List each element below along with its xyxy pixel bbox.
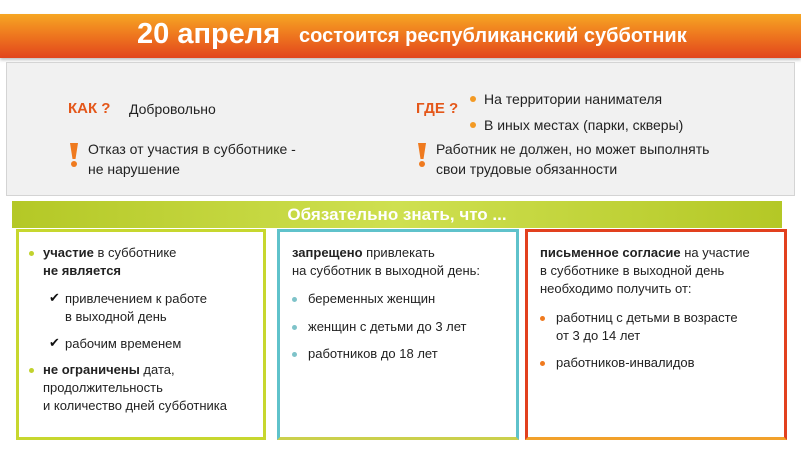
where-question: ГДЕ ?	[416, 100, 459, 117]
bullet-icon	[540, 361, 545, 366]
consent-box	[525, 229, 787, 440]
bullet-icon	[292, 297, 297, 302]
participation-not: не является	[43, 263, 122, 278]
bullet-icon	[540, 316, 545, 321]
check1-line2: в выходной день	[65, 309, 167, 324]
bullet-icon	[292, 352, 297, 357]
how-note-line1: Отказ от участия в субботнике -	[88, 141, 296, 157]
participation-text: участие в субботнике	[43, 245, 177, 260]
where-item-1: На территории нанимателя	[484, 91, 663, 107]
event-date: 20 апреля	[137, 18, 281, 50]
prohibited-item-3: работников до 18 лет	[308, 346, 438, 361]
prohibited-head: запрещено привлекать	[292, 245, 435, 260]
consent-item-2: работников-инвалидов	[556, 355, 695, 370]
prohibited-item-1: беременных женщин	[308, 291, 436, 306]
consent-head: письменное согласие на участие	[540, 245, 750, 260]
bullet-icon	[292, 325, 297, 330]
where-note-line1: Работник не должен, но может выполнять	[436, 141, 710, 157]
bullet-icon	[470, 122, 476, 128]
exclamation-icon	[67, 141, 81, 169]
check1-line1: привлечением к работе	[65, 291, 207, 306]
consent-item-1-line2: от 3 до 14 лет	[556, 328, 641, 343]
exclamation-icon	[415, 141, 429, 169]
prohibited-box	[277, 229, 519, 440]
participation-box	[16, 229, 266, 440]
bullet-icon	[29, 368, 34, 373]
consent-head-line2: в субботнике в выходной день	[540, 263, 725, 278]
must-know-title: Обязательно знать, что ...	[287, 205, 507, 224]
info-panel	[6, 62, 795, 196]
prohibited-head-line2: на субботник в выходной день:	[292, 263, 481, 278]
consent-head-line3: необходимо получить от:	[540, 281, 692, 296]
check-icon: ✔	[49, 290, 60, 305]
not-limited-line3: и количество дней субботника	[43, 398, 228, 413]
not-limited-text: не ограничены дата,	[43, 362, 175, 377]
check2: рабочим временем	[65, 336, 182, 351]
not-limited-line2: продолжительность	[43, 380, 163, 395]
where-item-2: В иных местах (парки, скверы)	[484, 117, 684, 133]
check-icon: ✔	[49, 335, 60, 350]
how-answer: Добровольно	[129, 101, 216, 117]
prohibited-item-2: женщин с детьми до 3 лет	[308, 319, 467, 334]
where-note-line2: свои трудовые обязанности	[436, 161, 618, 177]
header-banner	[0, 14, 801, 58]
banner-subtitle: состоится республиканский субботник	[299, 25, 687, 47]
must-know-bar	[12, 201, 782, 228]
how-question: КАК ?	[68, 100, 111, 117]
consent-item-1-line1: работниц с детьми в возрасте	[556, 310, 738, 325]
bullet-icon	[29, 251, 34, 256]
bullet-icon	[470, 96, 476, 102]
how-note-line2: не нарушение	[88, 161, 180, 177]
